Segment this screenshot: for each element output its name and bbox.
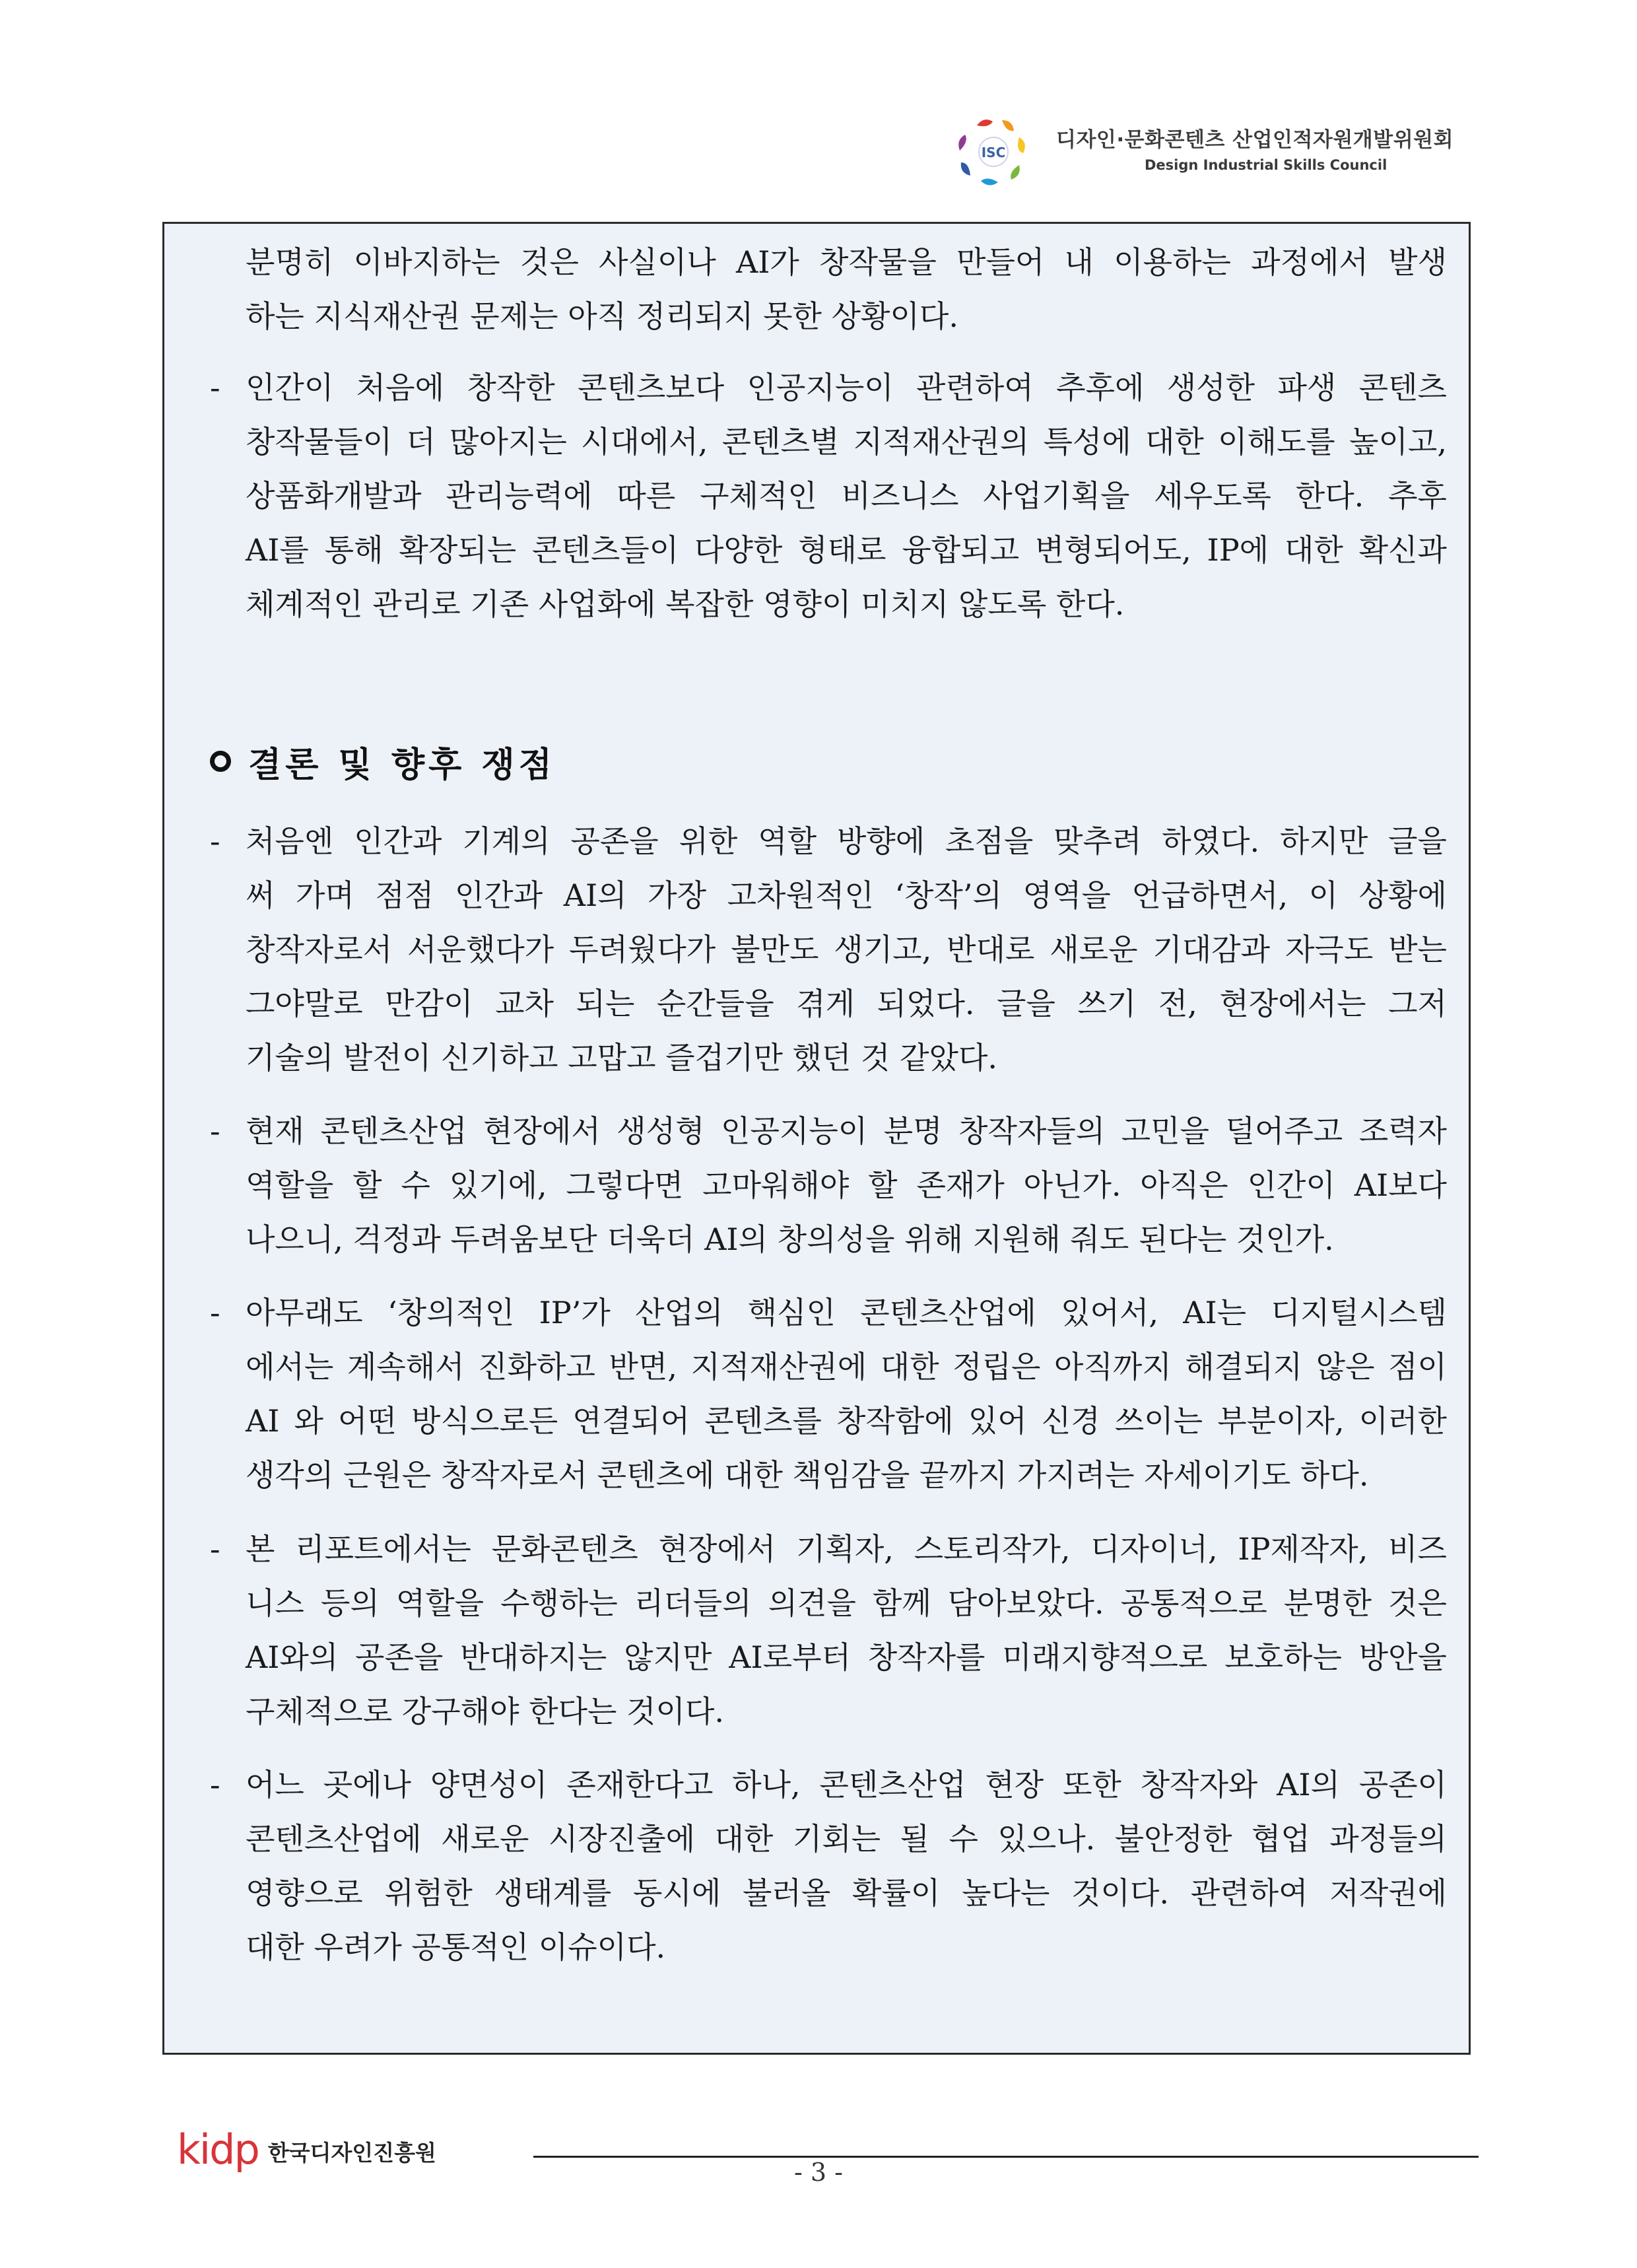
bullet-line: 어느 곳에나 양면성이 존재한다고 하나, 콘텐츠산업 현장 또한 창작자와 AI의 공존이 [246, 1767, 1447, 1803]
svg-text:ISC: ISC [981, 145, 1006, 160]
bullet-line: 써 가며 점점 인간과 AI의 가장 고차원적인 ‘창작’의 영역을 언급하면서, 이 상황에 [246, 877, 1447, 913]
bullet-line: AI 와 어떤 방식으로든 연결되어 콘텐츠를 창작함에 있어 신경 쓰이는 부분이자, 이러한 [246, 1403, 1447, 1439]
bullet-line: 창작물들이 더 많아지는 시대에서, 콘텐츠별 지적재산권의 특성에 대한 이해도를 높이고, [246, 424, 1447, 460]
isc-logo-icon [951, 112, 1036, 191]
bullet-line: AI와의 공존을 반대하지는 않지만 AI로부터 창작자를 미래지향적으로 보호하는 방안을 [246, 1639, 1447, 1675]
bullet-dash: - [210, 370, 220, 405]
bullet-line: 나으니, 걱정과 두려움보단 더욱더 AI의 창의성을 위해 지원해 줘도 된다는 것인가. [246, 1221, 1334, 1257]
circle-bullet-icon [210, 751, 231, 772]
bullet-line: 상품화개발과 관리능력에 따른 구체적인 비즈니스 사업기획을 세우도록 한다. 추후 [246, 478, 1447, 514]
bullet-line: 니스 등의 역할을 수행하는 리더들의 의견을 함께 담아보았다. 공통적으로 분명한 것은 [246, 1585, 1447, 1621]
bullet-line: 본 리포트에서는 문화콘텐츠 현장에서 기획자, 스토리작가, 디자이너, IP제작자, 비즈 [246, 1531, 1447, 1567]
bullet-line: AI를 통해 확장되는 콘텐츠들이 다양한 형태로 융합되고 변형되어도, IP에 대한 확신과 [246, 532, 1447, 568]
header-logo [951, 112, 1479, 191]
bullet-line: 대한 우려가 공통적인 이슈이다. [246, 1929, 666, 1965]
bullet-line: 영향으로 위험한 생태계를 동시에 불러올 확률이 높다는 것이다. 관련하여 저작권에 [246, 1875, 1447, 1911]
kidp-name: 한국디자인진흥원 [267, 2139, 436, 2166]
section-heading [210, 732, 556, 791]
bullet-line: 처음엔 인간과 기계의 공존을 위한 역할 방향에 초점을 맞추려 하였다. 하지만 글을 [246, 823, 1447, 859]
bullet-line: 현재 콘텐츠산업 현장에서 생성형 인공지능이 분명 창작자들의 고민을 덜어주고 조력자 [246, 1113, 1447, 1149]
intro-line: 분명히 이바지하는 것은 사실이나 AI가 창작물을 만들어 내 이용하는 과정에서 발생 [246, 244, 1447, 280]
intro-line: 하는 지식재산권 문제는 아직 정리되지 못한 상황이다. [246, 298, 958, 334]
footer-logo [177, 2126, 436, 2172]
kidp-logo: kidp [177, 2125, 259, 2174]
intro-paragraph [246, 235, 1447, 343]
bullet-line: 체계적인 관리로 기존 사업화에 복잡한 영향이 미치지 않도록 한다. [246, 586, 1125, 622]
bullet-line: 생각의 근원은 창작자로서 콘텐츠에 대한 책임감을 끝까지 가지려는 자세이기도 하다. [246, 1457, 1369, 1493]
bullet-dash: - [210, 1113, 220, 1149]
footer-divider [533, 2156, 1479, 2158]
bullet-line: 역할을 할 수 있기에, 그렇다면 고마워해야 할 존재가 아닌가. 아직은 인간이 AI보다 [246, 1167, 1447, 1203]
bullet-dash: - [210, 823, 220, 859]
bullet-line: 아무래도 ‘창의적인 IP’가 산업의 핵심인 콘텐츠산업에 있어서, AI는 디지털시스템 [246, 1295, 1447, 1330]
page-number: - 3 - [793, 2158, 843, 2187]
org-name-ko: 디자인·문화콘텐츠 산업인적자원개발위원회 [1056, 128, 1454, 152]
bullet-line: 기술의 발전이 신기하고 고맙고 즐겁기만 했던 것 같았다. [246, 1040, 998, 1076]
bullet-line: 인간이 처음에 창작한 콘텐츠보다 인공지능이 관련하여 추후에 생성한 파생 콘텐츠 [246, 370, 1447, 405]
bullet-line: 그야말로 만감이 교차 되는 순간들을 겪게 되었다. 글을 쓰기 전, 현장에서는 그저 [246, 986, 1447, 1021]
bullet-dash: - [210, 1531, 220, 1567]
bullet-dash: - [210, 1295, 220, 1330]
org-name-en: Design Industrial Skills Council [1145, 157, 1387, 173]
bullet-line: 구체적으로 강구해야 한다는 것이다. [246, 1694, 725, 1729]
bullet-line: 창작자로서 서운했다가 두려웠다가 불만도 생기고, 반대로 새로운 기대감과 자극도 받는 [246, 932, 1447, 967]
bullet-dash: - [210, 1767, 220, 1803]
bullet-line: 에서는 계속해서 진화하고 반면, 지적재산권에 대한 정립은 아직까지 해결되지 않은 점이 [246, 1349, 1447, 1385]
section-title: 결론 및 향후 쟁점 [248, 745, 556, 785]
bullet-line: 콘텐츠산업에 새로운 시장진출에 대한 기회는 될 수 있으나. 불안정한 협업 과정들의 [246, 1821, 1447, 1857]
